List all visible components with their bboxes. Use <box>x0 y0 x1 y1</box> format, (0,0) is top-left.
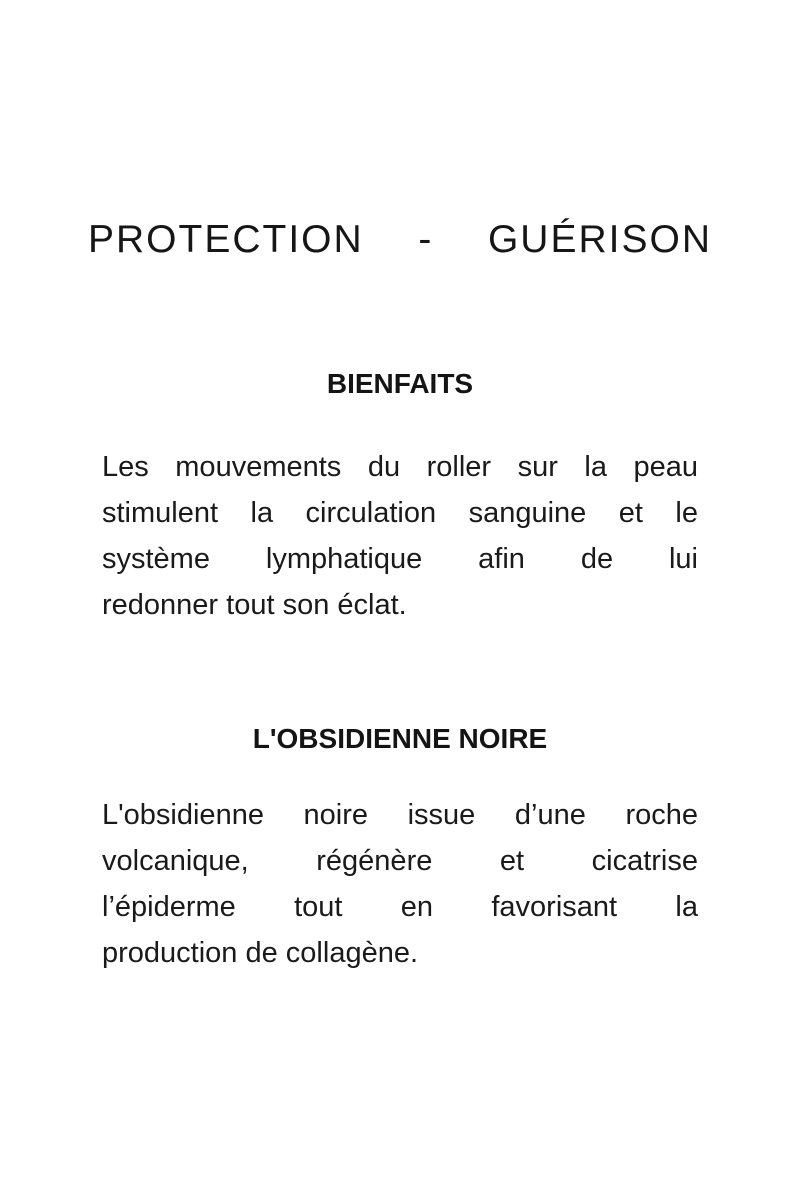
section-body-bienfaits <box>102 444 698 628</box>
body-line: volcanique, régénère et cicatrise <box>102 845 698 877</box>
page-title: PROTECTION - GUÉRISON <box>88 218 712 261</box>
body-line: stimulent la circulation sanguine et le <box>102 497 698 529</box>
section-heading-obsidienne: L'OBSIDIENNE NOIRE <box>252 723 548 754</box>
section-heading-bienfaits: BIENFAITS <box>326 368 474 399</box>
body-line: L'obsidienne noire issue d’une roche <box>102 799 698 831</box>
body-line: redonner tout son éclat. <box>102 589 407 621</box>
body-line: l’épiderme tout en favorisant la <box>102 891 698 923</box>
body-line: Les mouvements du roller sur la peau <box>102 451 698 483</box>
section-body-obsidienne <box>102 792 698 976</box>
body-line: production de collagène. <box>102 937 419 969</box>
body-line: système lymphatique afin de lui <box>102 543 698 575</box>
